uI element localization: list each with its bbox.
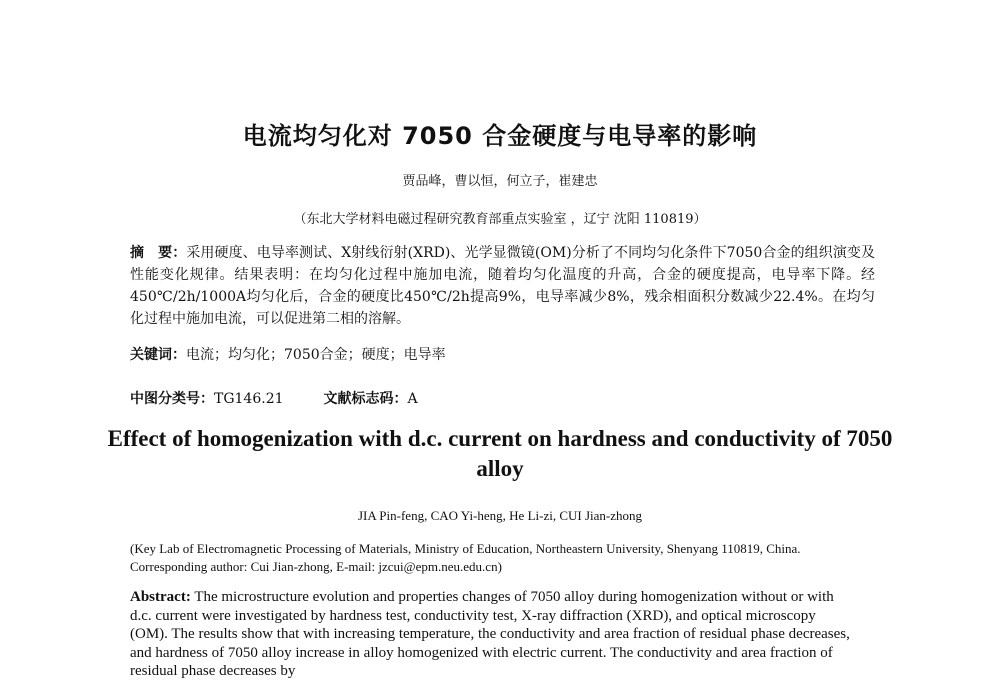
chinese-abstract-label: 摘 要： [130,245,187,261]
document-code-value: A [407,391,418,407]
chinese-title: 电流均匀化对 7050 合金硬度与电导率的影响 [242,122,758,150]
chinese-keywords-label: 关键词： [130,347,186,363]
chinese-abstract [130,242,875,330]
chinese-keywords [130,344,875,366]
document-code-label: 文献标志码： [323,391,408,407]
english-title: Effect of homogenization with d.c. current on hardness and conductivity of 7050 alloy [107,426,893,481]
classification-line [130,388,875,410]
english-authors: JIA Pin-feng, CAO Yi-heng, He Li-zi, CUI Jian-zhong [357,508,643,523]
classification-value: TG146.21 [214,391,284,407]
chinese-authors: 贾品峰，曹以恒，何立子，崔建忠 [402,174,598,189]
chinese-affiliation: （东北大学材料电磁过程研究教育部重点实验室 ，辽宁 沈阳 110819） [293,212,707,227]
english-affiliation: (Key Lab of Electromagnetic Processing of Materials, Ministry of Education, Northeastern University, Shenyang 110819, China. Corresponding author: Cui Jian-zhong, E-mail: jzcui@epm.neu.edu.cn) [130,541,801,574]
chinese-keywords-text: 电流；均匀化；7050合金；硬度；电导率 [186,347,446,363]
chinese-abstract-text: 采用硬度、电导率测试、X射线衍射(XRD)、光学显微镜(OM)分析了不同均匀化条件下7050合金的组织演变及性能变化规律。结果表明：在均匀化过程中施加电流，随着均匀化温度的升高，合金的硬度提高，电导率下降。经450℃/2h/1000A均匀化后，合金的硬度比450℃/2h提高9%，电导率减少8%，残余相面积分数减少22.4%。在均匀化过程中施加电流，可以促进第二相的溶解。 [130,245,875,327]
classification-label: 中图分类号： [130,391,214,407]
english-abstract [130,588,850,681]
english-abstract-label: Abstract: [130,589,191,605]
english-abstract-text: The microstructure evolution and properties changes of 7050 alloy during homogenization without or with d.c. current were investigated by hardness test, conductivity test, X-ray diffraction (XRD), and optical microscopy (OM). The results show that with increasing temperature, the conductivity and area fraction of residual phase decreases, and hardness of 7050 alloy increase in alloy homogenized with electric current. The conductivity and area fraction of residual phase decreases by [130,589,850,679]
